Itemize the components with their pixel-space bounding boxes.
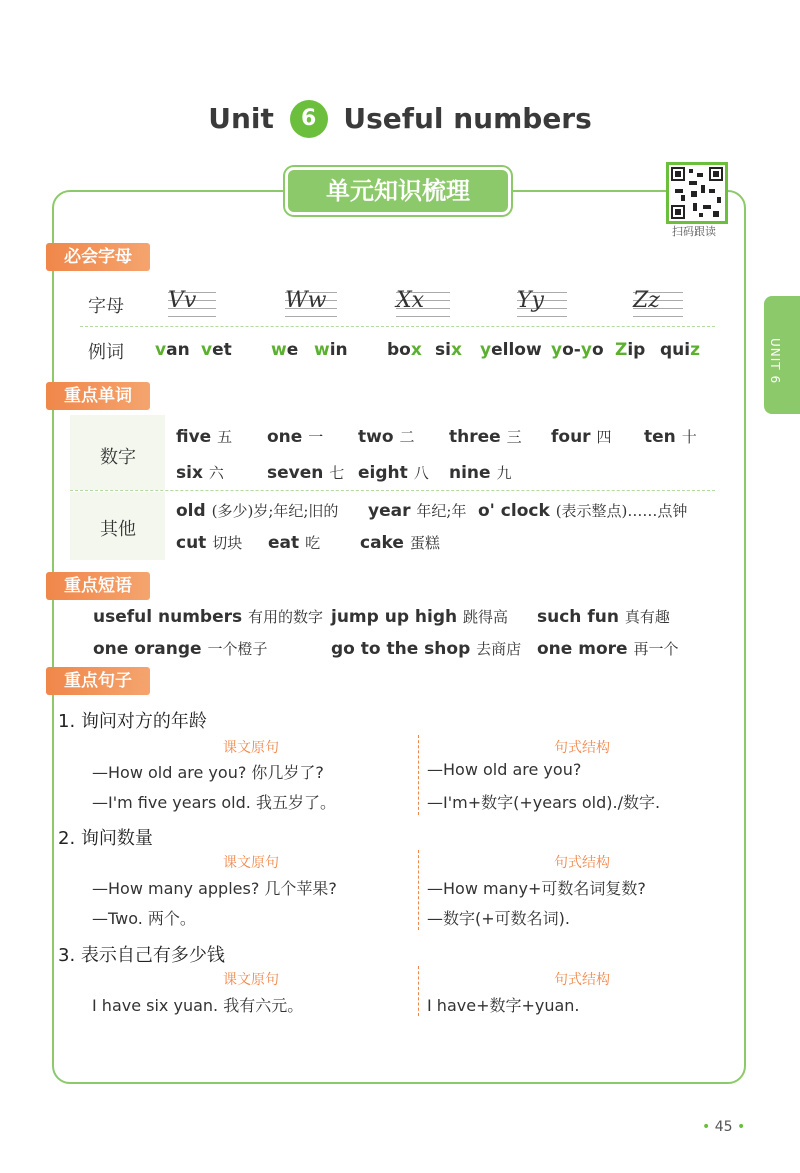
example-word: win [314, 340, 348, 360]
handwriting-yy: Yy [517, 288, 567, 322]
other-word: cake 蛋糕 [360, 533, 440, 553]
structure-sentence: —数字(+可数名词). [427, 909, 570, 928]
section-header-phrases: 重点短语 [46, 572, 150, 600]
structure-sentence: —How old are you? [427, 760, 582, 779]
other-word: eat 吃 [268, 533, 321, 553]
col-header-structure: 句式结构 [554, 740, 610, 756]
letters-row-label: 字母 [88, 296, 124, 317]
qr-code-icon[interactable] [666, 162, 728, 224]
original-sentence: I have six yuan. 我有六元。 [92, 996, 304, 1015]
structure-sentence: I have+数字+yuan. [427, 996, 580, 1015]
column-divider [418, 966, 419, 1016]
original-sentence: —How many apples? 几个苹果? [92, 879, 337, 898]
phrase: one orange 一个橙子 [93, 639, 268, 659]
number-word: three 三 [449, 427, 522, 447]
col-header-original: 课文原句 [223, 855, 279, 871]
original-sentence: —How old are you? 你几岁了? [92, 763, 324, 782]
section-header-sentences: 重点句子 [46, 667, 150, 695]
sentence-group-heading: 3. 表示自己有多少钱 [58, 945, 225, 966]
handwriting-xx: Xx [396, 288, 450, 322]
column-divider [418, 850, 419, 930]
number-word: ten 十 [644, 427, 697, 447]
page-title [0, 100, 800, 138]
example-word: quiz [660, 340, 701, 360]
other-word: o' clock (表示整点)……点钟 [478, 501, 688, 521]
original-sentence: —I'm five years old. 我五岁了。 [92, 793, 336, 812]
sentence-group-heading: 2. 询问数量 [58, 828, 153, 849]
sentence-group-heading: 1. 询问对方的年龄 [58, 711, 207, 732]
handwriting-ww: Ww [285, 288, 337, 322]
number-word: two 二 [358, 427, 415, 447]
col-header-structure: 句式结构 [554, 855, 610, 871]
number-word: four 四 [551, 427, 612, 447]
section-header-words: 重点单词 [46, 382, 150, 410]
structure-sentence: —I'm+数字(+years old)./数字. [427, 793, 661, 812]
example-word: yo-yo [551, 340, 604, 360]
numbers-label: 数字 [100, 447, 136, 468]
section-header-letters: 必会字母 [46, 243, 150, 271]
number-word: six 六 [176, 463, 224, 483]
example-word: vet [201, 340, 232, 360]
structure-sentence: —How many+可数名词复数? [427, 879, 646, 898]
unit-side-tab [764, 296, 800, 414]
title-unit: Unit [208, 102, 274, 135]
side-tab-label: UNIT 6 [768, 338, 782, 385]
examples-row-label: 例词 [88, 342, 124, 363]
number-word: eight 八 [358, 463, 429, 483]
handwriting-vv: Vv [168, 288, 216, 322]
divider [80, 326, 715, 327]
other-word: cut 切块 [176, 533, 243, 553]
col-header-original: 课文原句 [223, 740, 279, 756]
phrase: one more 再一个 [537, 639, 679, 659]
phrase: such fun 真有趣 [537, 607, 670, 627]
qr-label: 扫码跟读 [672, 225, 716, 238]
original-sentence: —Two. 两个。 [92, 909, 196, 928]
example-word: six [435, 340, 462, 360]
other-word: old (多少)岁;年纪;旧的 [176, 501, 339, 521]
number-word: five 五 [176, 427, 233, 447]
phrase: jump up high 跳得高 [331, 607, 509, 627]
number-word: nine 九 [449, 463, 512, 483]
phrase: go to the shop 去商店 [331, 639, 522, 659]
unit-number-badge: 6 [290, 100, 328, 138]
example-word: van [155, 340, 190, 360]
example-word: box [387, 340, 422, 360]
example-word: Zip [615, 340, 646, 360]
section-banner: 单元知识梳理 [288, 170, 508, 212]
column-divider [418, 735, 419, 815]
page-number: • 45 • [702, 1119, 746, 1135]
example-word: we [271, 340, 299, 360]
phrase: useful numbers 有用的数字 [93, 607, 324, 627]
title-name: Useful numbers [343, 102, 592, 135]
number-word: one 一 [267, 427, 324, 447]
handwriting-zz: Zz [633, 288, 683, 322]
other-word: year 年纪;年 [368, 501, 467, 521]
divider [70, 490, 715, 491]
col-header-original: 课文原句 [223, 972, 279, 988]
number-word: seven 七 [267, 463, 345, 483]
others-label: 其他 [100, 519, 136, 540]
example-word: yellow [480, 340, 542, 360]
col-header-structure: 句式结构 [554, 972, 610, 988]
